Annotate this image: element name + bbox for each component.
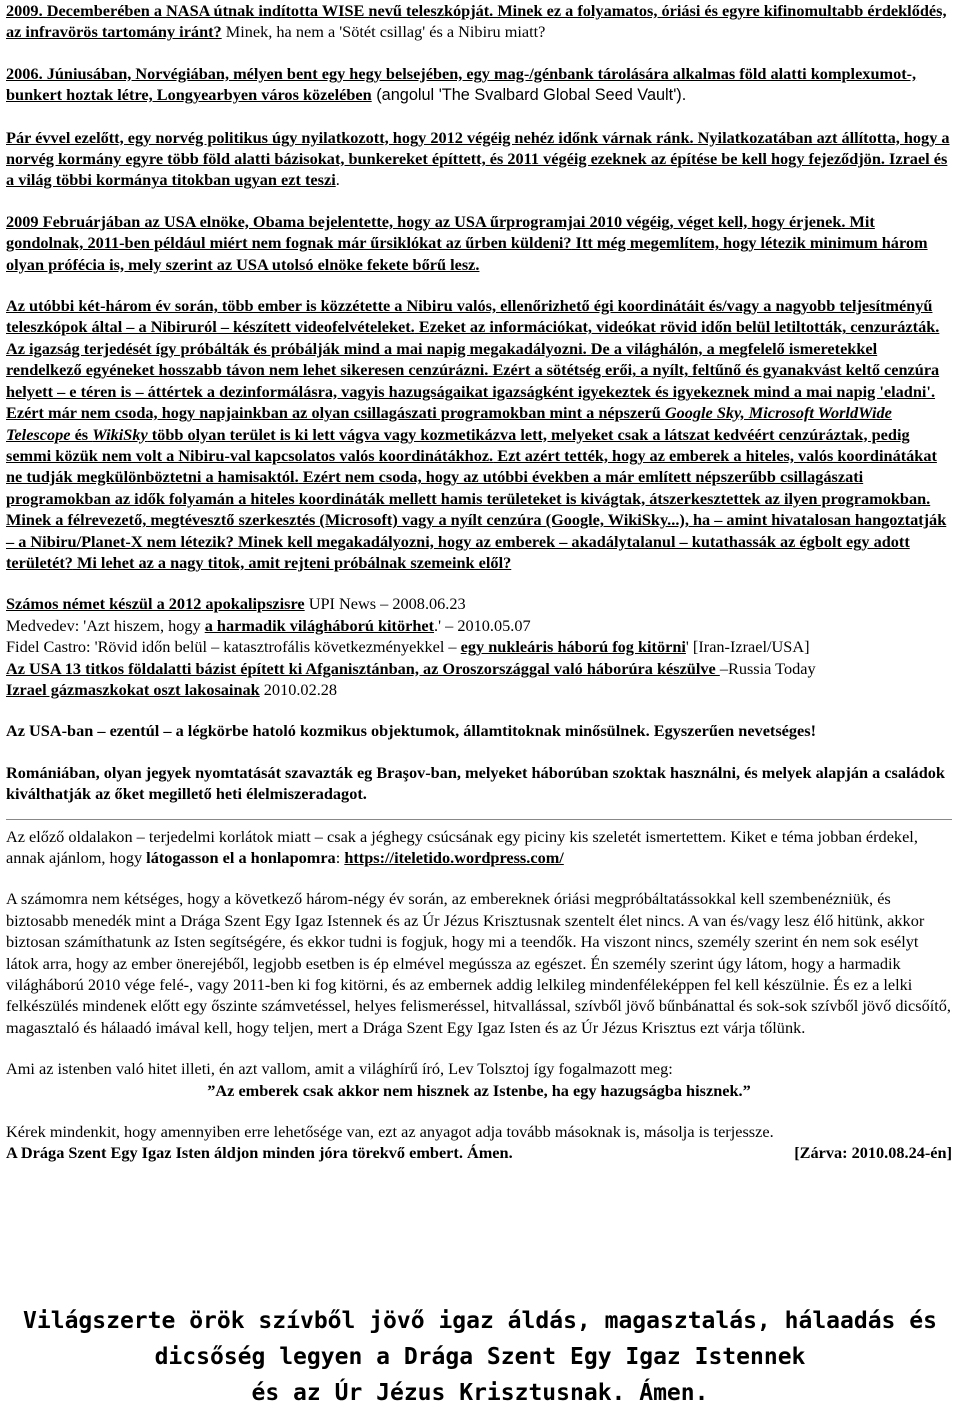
news-link[interactable]: a harmadik világháború kitörhet [204,615,435,635]
news-link[interactable]: Számos német készül a 2012 apokalipszisre [6,594,305,614]
news-item [6,658,952,679]
wise-link[interactable]: 2009. Decemberében a NASA útnak indította WISE nevű teleszkópját. Minek ez a folyamatos, óriási és egyre kifinomultabb érdeklődés, az infravörös tartomány iránt? [6,1,947,42]
nibiru-link-9[interactable]: Ezért nem csoda, hogy az utóbbi években a már említett népszerűbb csillagászati programokban az idők folyamán a hiteles koordináták mellett hamis területeket is kivágtak, átszerkesztettek az ilyen programokban. [6,467,931,508]
nibiru-link-and[interactable]: és [70,424,93,444]
closing-row [6,1142,952,1163]
document-page [6,0,952,1164]
nibiru-link-8[interactable]: Ezt azért tették, hogy az emberek a hiteles, valós koordinátákat ne tudják megkülönböztetni a hamisaktól. [6,445,937,487]
news-pre: Fidel Castro: 'Rövid időn belül – katasztrofális következményekkel – [6,637,461,657]
norway-link-1[interactable]: Pár évvel ezelőtt, egy norvég politikus úgy nyilatkozott, hogy 2012 végéig nehéz időnk várnak ránk. [6,127,694,147]
paragraph-share: Kérek mindenkit, hogy amennyiben erre lehetősége van, ezt az anyagot adja tovább másoknak is, másolja is terjessze. [6,1122,774,1142]
nibiru-link-11[interactable]: Minek kell megakadályozni, hogy az emberek – akadálytalanul – kutathassák az égbolt egy adott területét? [6,531,910,572]
news-list [6,593,952,700]
svalbard-text: (angolul 'The Svalbard Global Seed Vault'). [371,86,687,105]
news-link[interactable]: Az USA 13 titkos földalatti bázist épített ki Afganisztánban, az Oroszországgal való háborúra készülve [6,658,720,678]
news-item [6,615,952,636]
blessing-line: Világszerte örök szívből jövő igaz áldás, magasztalás, hálaadás és [23,1308,937,1334]
norway-end: . [335,170,340,190]
homepage-text: Az előző oldalakon – terjedelmi korlátok miatt – csak a jéghegy csúcsának egy piciny kis szeletét ismertettem. Kiket e téma jobban érdekel, annak ajánlom, hogy [6,826,918,867]
news-item [6,593,952,614]
svalbard-link[interactable]: 2006. Júniusában, Norvégiában, mélyen bent egy hegy belsejében, egy mag-/génbank tárolására alkalmas föld alatti komplexumot-, bunkert hoztak létre, Longyearbyen város közelében [6,63,917,105]
nibiru-link-wikisky[interactable]: WikiSky [92,424,148,444]
news-item [6,636,952,657]
paragraph-nibiru [6,295,952,573]
israel-link[interactable]: Izrael és a világ többi kormánya titokban ugyan ezt teszi [6,149,948,190]
divider [6,819,952,820]
closing-blessing: A Drága Szent Egy Igaz Isten áldjon minden jóra törekvő embert. Ámen. [6,1143,513,1163]
homepage-bold: látogasson el a honlapomra [146,848,336,867]
news-tail: .' – 2010.05.07 [434,615,531,635]
news-tail: 2010.02.28 [259,679,338,699]
tolstoy-quote: ”Az emberek csak akkor nem hisznek az Istenbe, ha egy hazugságba hisznek.” [207,1080,751,1100]
blessing-line: és az Úr Jézus Krisztusnak. Ámen. [251,1380,709,1406]
nibiru-link-2[interactable]: Ezeket az információkat, videókat rövid időn belül letiltották, cenzurázták. [414,317,940,337]
paragraph-norway [6,127,952,191]
paragraph-svalbard [6,63,952,107]
wise-text: Minek, ha nem a 'Sötét csillag' és a Nibiru miatt? [221,22,546,42]
obama-link-1[interactable]: 2009 Februárjában az USA elnöke, Obama bejelentette, hogy az USA űrprogramjai 2010 végéig, véget kell, hogy érjenek. [6,211,846,231]
obama-link-3[interactable]: Itt még megemlítem, hogy létezik minimum három olyan prófécia is, mely szerint az USA utolsó elnöke fekete bőrű lesz. [6,233,928,274]
paragraph-homepage [6,826,952,869]
news-link[interactable]: Izrael gázmaszkokat oszt lakosainak [6,679,260,699]
news-tail: UPI News – 2008.06.23 [304,594,466,614]
paragraph-wise [6,0,952,43]
news-link[interactable]: egy nukleáris háború fog kitörni [460,637,686,657]
norway-link-2[interactable]: Nyilatkozatában azt állította, hogy a norvég kormány egyre több föld alatti bázisokat, bunkereket építtett, és 2011 végéig ezeknek az építése be kell hogy fejeződjön. [6,127,950,169]
homepage-link[interactable]: https://iteletido.wordpress.com/ [344,848,564,867]
news-tail: –Russia Today [719,658,816,678]
paragraph-romania: Romániában, olyan jegyek nyomtatását szavazták eg Braşov-ban, melyeket háborúban szoktak használni, és melyek alapján a családok kiválthatják az őket megillető heti élelmiszeradagot. [6,762,945,804]
closing-date: [Zárva: 2010.08.24-én] [794,1143,952,1163]
nibiru-link-7[interactable]: több olyan terület is ki lett vágva vagy kozmetikázva lett, melyeket csak a látszat kedvéért cenzúráztak, pedig semmi közük nem volt a Nibiru-val kapcsolatos valós koordinátákhoz. [6,424,910,465]
obama-link-2[interactable]: Mit gondolnak, 2011-ben például miért nem fognak már űrsiklókat az űrben küldeni? [6,211,875,253]
blessing-line: dicsőség legyen a Drága Szent Egy Igaz Istennek [154,1344,806,1370]
news-tail: ' [Iran-Izrael/USA] [685,637,810,657]
nibiru-link-google-sky[interactable]: Google Sky, Microsoft WorldWide Telescope [6,403,892,444]
paragraph-faith: A számomra nem kétséges, hogy a következő három-négy év során, az embereknek óriási megpróbáltatássokkal kell szembenézniük, és biztosabb menedék mint a Drága Szent Egy Igaz Istennek és az Úr Jézus Krisztusnak szentelt élet nincs. A van és/vagy lesz élő hitünk, akkor biztosan számíthatunk az Isten segítségére, és ekkor tudni is fogjuk, hogy mi a teendők. Ha viszont nincs, személy szerint én nem sok esélyt látok arra, hogy az ember önerejéből, legjobb esetben is ép elmével megússza az egészet. Én személy szerint úgy látom, hogy a harmadik világháború 2010 vége felé-, vagy 2011-ben ki fog kitörni, és az embernek addig lelkileg mindenféleképpen fel kell készülnie. És ez a lelki felkészülés mindenek előtt egy őszinte számvetéssel, helyes felismeréssel, hitvallással, szívből jövő bűnbánattal és sok-sok szívből jövő dicsőítő, magasztaló és hálaadó imával kell, hogy teljen, mert a Drága Szent Egy Igaz Isten és az Úr Jézus Krisztus ezt várja tőlünk. [6,889,952,1037]
news-item [6,679,952,700]
nibiru-link-3[interactable]: Az igazság terjedését így próbálták és próbálják mind a mai napig megakadályozni. [6,338,587,358]
homepage-colon: : [335,848,345,867]
nibiru-link-10[interactable]: Minek a félrevezető, megtévesztő szerkesztés (Microsoft) vagy a nyílt cenzúra (Google, WikiSky...), ha – amint hivatalosan hangoztatják – a Nibiru/Planet-X nem létezik? [6,510,947,551]
nibiru-link-1[interactable]: Az utóbbi két-három év során, több ember is közzétette a Nibiru valós, ellenőrizhető égi koordinátáit és/vagy a nagyobb teljesítményű teleszkópok által – a Nibiruról – készített videofelvételeket. [6,296,933,337]
nibiru-link-12[interactable]: Mi lehet az a nagy titok, amit rejteni próbálnak szemeink elől? [72,552,512,572]
paragraph-usa-objects: Az USA-ban – ezentúl – a légkörbe hatoló kozmikus objektumok, államtitoknak minősülnek. Egyszerűen nevetséges! [6,721,817,741]
paragraph-tolstoy: Ami az istenben való hitet illeti, én azt vallom, amit a világhírű író, Lev Tolsztoj így fogalmazott meg: [6,1059,673,1079]
nibiru-link-4[interactable]: De a világhálón, a megfelelő ismeretekkel rendelkező egyéneket hosszabb távon nem lehet sikeresen cenzúrázni. [6,338,878,380]
paragraph-obama [6,211,952,275]
news-pre: Medvedev: 'Azt hiszem, hogy [6,615,205,635]
nibiru-link-5[interactable]: Ezért a sötétség erői, a nyílt, feltűnő és gyanakvást keltő cenzúra helyett – e téren is – áttértek a dezinformálásra, vagyis hazugságaikat igazságként igyekeztek és igyekeznek mind a mai napig 'eladni'. [6,360,940,401]
nibiru-link-6[interactable]: Ezért már nem csoda, hogy napjainkban az olyan csillagászati programokban mint a népszerű [6,403,665,423]
final-blessing [0,1303,960,1411]
